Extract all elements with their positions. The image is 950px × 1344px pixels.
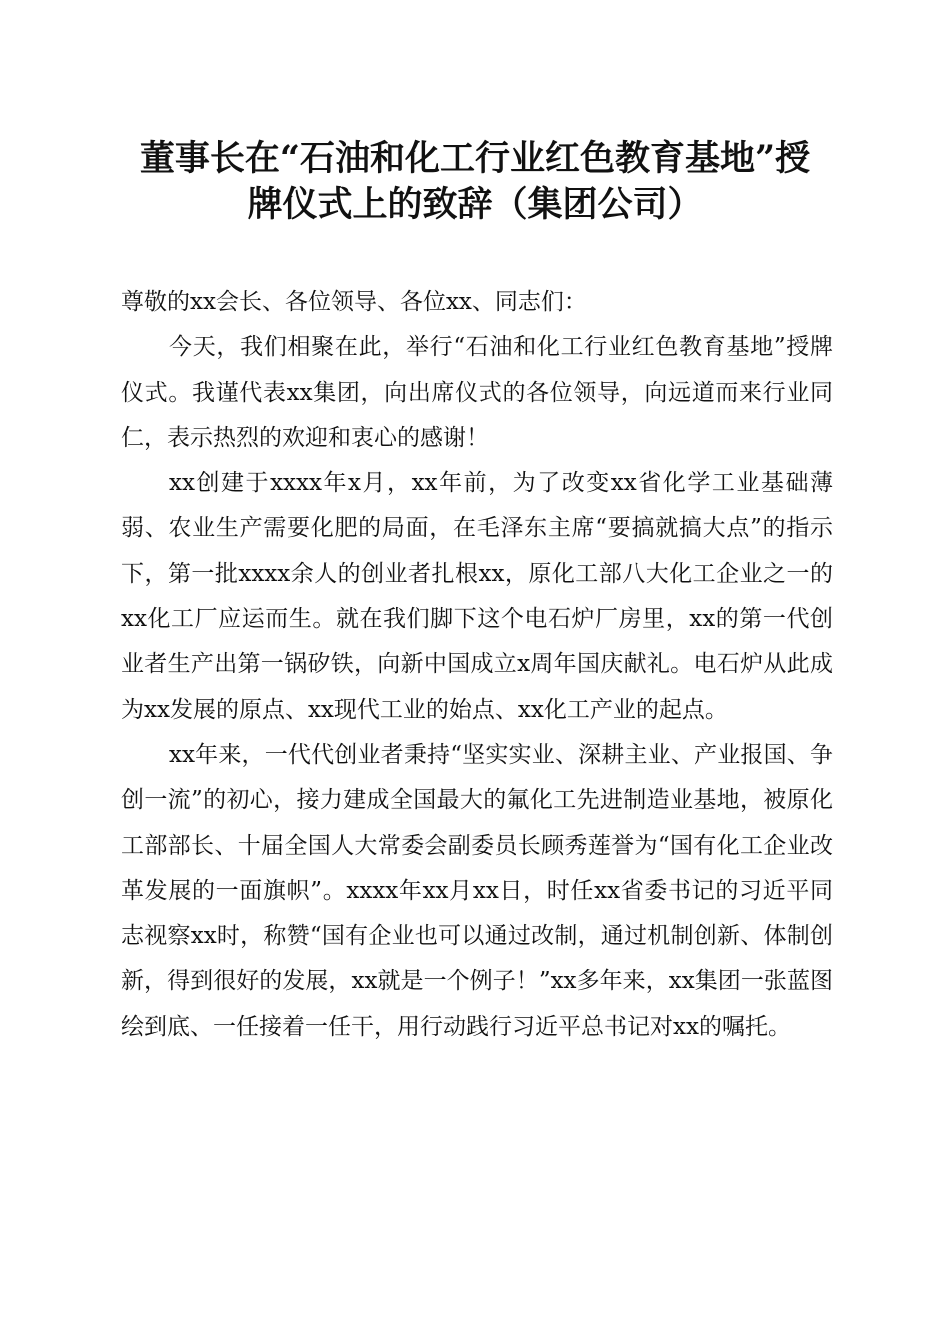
title-line-1: 董事长在“石油和化工行业红色教育基地”授 [139, 138, 811, 179]
salutation: 尊敬的xx会长、各位领导、各位xx、同志们： [121, 289, 587, 315]
document-body [121, 280, 833, 1050]
paragraph-2: xx创建于xxxx年x月，xx年前，为了改变xx省化学工业基础薄弱、农业生产需要化肥的局面，在毛泽东主席“要搞就搞大点”的指示下，第一批xxxx余人的创业者扎根xx，原化工部八大化工企业之一的xx化工厂应运而生。就在我们脚下这个电石炉厂房里，xx的第一代创业者生产出第一锅矽铁，向新中国成立x周年国庆献礼。电石炉从此成为xx发展的原点、xx现代工业的始点、xx化工产业的起点。 [121, 470, 833, 723]
paragraph-1: 今天，我们相聚在此，举行“石油和化工行业红色教育基地”授牌仪式。我谨代表xx集团，向出席仪式的各位领导，向远道而来行业同仁，表示热烈的欢迎和衷心的感谢！ [121, 334, 833, 451]
document-title [110, 136, 840, 228]
title-line-2: 牌仪式上的致辞（集团公司） [247, 184, 703, 225]
paragraph-3: xx年来，一代代创业者秉持“坚实实业、深耕主业、产业报国、争创一流”的初心，接力建成全国最大的氟化工先进制造业基地，被原化工部部长、十届全国人大常委会副委员长顾秀莲誉为“国有化工企业改革发展的一面旗帜”。xxxx年xx月xx日，时任xx省委书记的习近平同志视察xx时，称赞“国有企业也可以通过改制，通过机制创新、体制创新，得到很好的发展，xx就是一个例子！”xx多年来，xx集团一张蓝图绘到底、一任接着一任干，用行动践行习近平总书记对xx的嘱托。 [121, 741, 833, 1040]
